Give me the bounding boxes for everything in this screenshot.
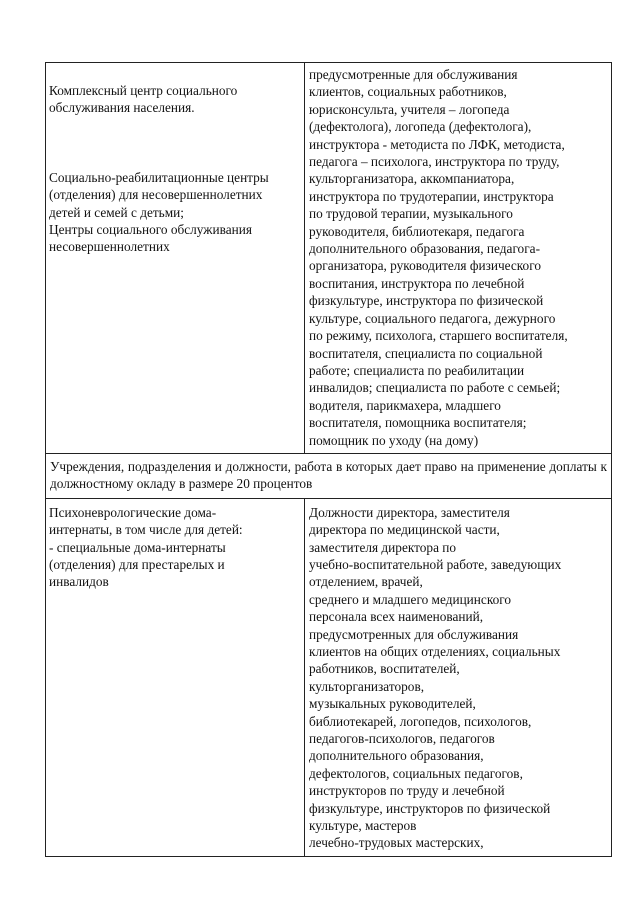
text-line: физкультуре, инструктора по физической	[309, 293, 544, 309]
text-line: воспитателя, помощника воспитателя;	[309, 415, 527, 431]
text-line: обслуживания населения.	[49, 100, 195, 116]
text-line: воспитателя, специалиста по социальной	[309, 345, 543, 361]
text-line: библиотекарей, логопедов, психологов,	[309, 713, 532, 729]
text-line: педагогов-психологов, педагогов	[309, 731, 495, 747]
text-line: клиентов на общих отделениях, социальных	[309, 644, 561, 659]
text-line: несовершеннолетних	[49, 239, 170, 255]
text-line: воспитания, инструктора по лечебной	[309, 275, 525, 291]
text-line: (отделения) для престарелых и	[49, 556, 225, 572]
row1-left-block2	[49, 169, 300, 256]
text-line: культуре, социального педагога, дежурного	[309, 310, 556, 326]
text-line: Должности директора, заместителя	[309, 504, 510, 520]
text-line: учебно-воспитательной работе, заведующих	[309, 556, 562, 572]
document-table	[45, 62, 612, 857]
text-line: юрисконсульта, учителя – логопеда	[309, 101, 510, 117]
text-line: по режиму, психолога, старшего воспитателя,	[309, 328, 568, 344]
text-line: Социально-реабилитационные центры	[49, 169, 269, 185]
text-line: по трудовой терапии, музыкального	[309, 206, 513, 222]
text-line: предусмотренных для обслуживания	[309, 626, 519, 642]
text-line: клиентов, социальных работников,	[309, 84, 507, 100]
text-line: инструктора по трудотерапии, инструктора	[309, 188, 554, 204]
text-line: работников, воспитателей,	[309, 661, 460, 677]
section-header-text: Учреждения, подразделения и должности, работа в которых дает право на применение доплаты к должностному окладу в размере 20 процентов	[50, 458, 607, 492]
text-line: Центры социального обслуживания	[49, 222, 252, 238]
row2-left-cell	[46, 498, 305, 856]
text-line: детей и семей с детьми;	[49, 204, 184, 220]
text-line: водителя, парикмахера, младшего	[309, 397, 501, 413]
table-row-2	[46, 498, 612, 856]
text-line: культорганизаторов,	[309, 678, 425, 694]
text-line: культорганизатора, аккомпаниатора,	[309, 171, 515, 187]
text-line: инструктора - методиста по ЛФК, методиста,	[309, 136, 565, 152]
text-line: (отделения) для несовершеннолетних	[49, 187, 263, 203]
text-line: культуре, мастеров	[309, 818, 417, 834]
text-line: персонала всех наименований,	[309, 609, 484, 625]
section-header-cell	[46, 453, 612, 498]
text-line: инструкторов по труду и лечебной	[309, 783, 505, 799]
text-line: инвалидов	[49, 574, 109, 590]
text-line: помощник по уходу (на дому)	[309, 432, 479, 448]
text-line: педагога – психолога, инструктора по труду,	[309, 154, 560, 170]
text-line: - специальные дома-интернаты	[49, 539, 226, 555]
text-line: (дефектолога), логопеда (дефектолога),	[309, 119, 532, 135]
text-line: дефектологов, социальных педагогов,	[309, 765, 523, 781]
text-line: работе; специалиста по реабилитации	[309, 362, 525, 378]
text-line: руководителя, библиотекаря, педагога	[309, 223, 525, 239]
section-header-row	[46, 453, 612, 498]
text-line: заместителя директора по	[309, 539, 457, 555]
text-line: дополнительного образования, педагога-	[309, 241, 540, 257]
text-line: Психоневрологические дома-	[49, 504, 217, 520]
row1-left-block1	[49, 82, 300, 117]
text-line: дополнительного образования,	[309, 748, 484, 764]
table-row-1	[46, 63, 612, 454]
text-line: лечебно-трудовых мастерских,	[309, 835, 484, 851]
text-line: физкультуре, инструкторов по физической	[309, 800, 551, 816]
row1-right-cell	[305, 63, 612, 454]
text-line: интернаты, в том числе для детей:	[49, 522, 243, 538]
text-line: среднего и младшего медицинского	[309, 591, 512, 607]
row1-left-cell	[46, 63, 305, 454]
text-line: директора по медицинской части,	[309, 522, 500, 538]
text-line: музыкальных руководителей,	[309, 696, 476, 712]
text-line: предусмотренные для обслуживания	[309, 67, 518, 82]
text-line: организатора, руководителя физического	[309, 258, 541, 274]
text-line: инвалидов; специалиста по работе с семьей;	[309, 380, 561, 396]
text-line: отделением, врачей,	[309, 574, 423, 590]
row2-right-cell	[305, 498, 612, 856]
text-line: Комплексный центр социального	[49, 83, 238, 98]
